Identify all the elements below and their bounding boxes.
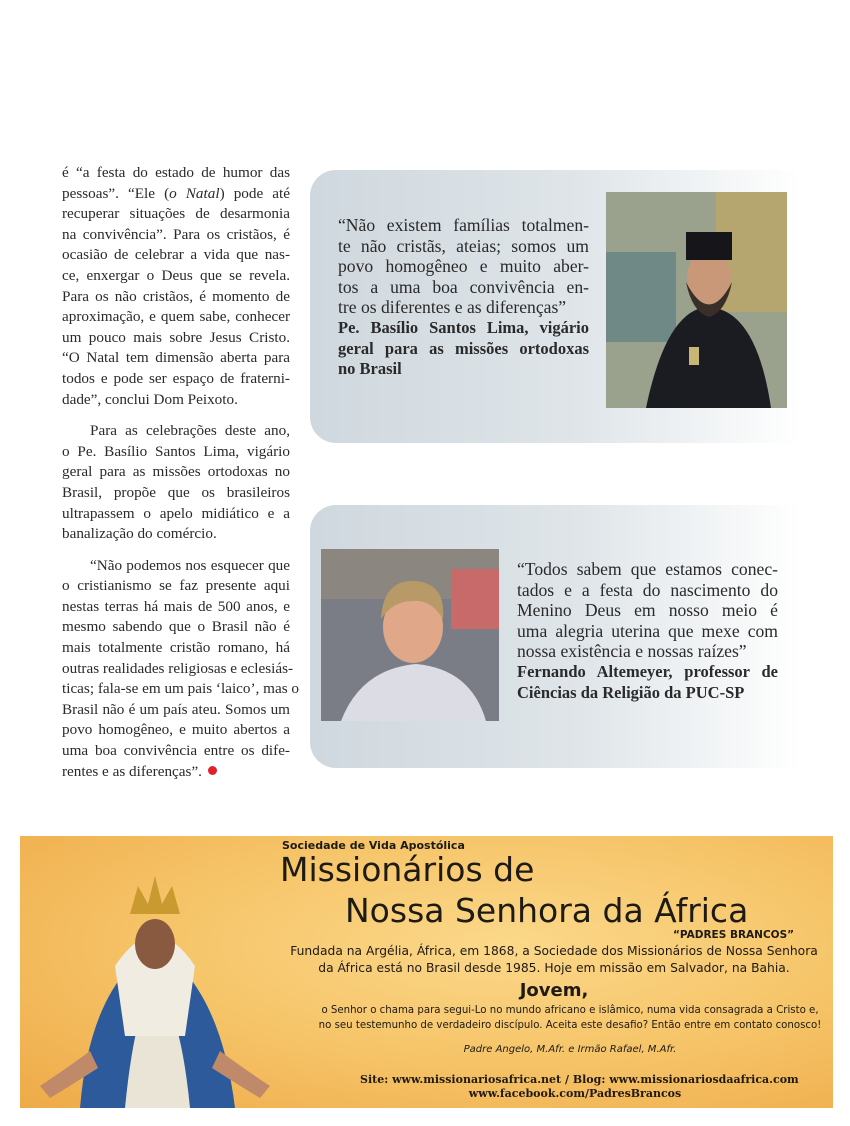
text-line: ocasião de celebrar a vida que nas- bbox=[62, 246, 290, 264]
ad-title-line1: Missionários de bbox=[280, 850, 535, 889]
text-line: ce, enxergar o Deus que se revela. bbox=[62, 266, 290, 284]
ad-signature: Padre Angelo, M.Afr. e Irmão Rafael, M.Afr. bbox=[463, 1044, 677, 1055]
ad-subtitle: “PADRES BRANCOS” bbox=[673, 929, 795, 941]
missionaries-ad-banner bbox=[20, 836, 833, 1108]
ad-links[interactable]: Site: www.missionariosafrica.net / Blog: www.missionariosdaafrica.com bbox=[360, 1073, 799, 1086]
text-line: mesmo sabendo que o Brasil não é bbox=[62, 618, 290, 636]
text-line: é “a festa do estado de humor das bbox=[62, 164, 290, 181]
text-line: ultrapassem o apelo midiático e a bbox=[62, 504, 290, 522]
text-line: nestas terras há mais de 500 anos, e bbox=[62, 597, 290, 615]
article-paragraph bbox=[62, 421, 290, 545]
text-line: aproximação, e quem sabe, conhecer bbox=[62, 308, 290, 326]
quote-line: tre os diferentes e as diferenças” bbox=[338, 297, 567, 318]
text-line: Para as celebrações deste ano, bbox=[90, 422, 290, 440]
ad-call-line2: no seu testemunho de verdadeiro discípulo. Aceita este desafio? Então entre em contato conosco! bbox=[318, 1020, 822, 1031]
pull-quote-box bbox=[310, 505, 800, 768]
text-line: Brasil, propõe que os brasileiros bbox=[62, 483, 290, 501]
quote-line: Menino Deus em nosso meio é bbox=[517, 600, 778, 621]
text-line: dade”, conclui Dom Peixoto. bbox=[62, 390, 238, 408]
pull-quote bbox=[338, 215, 589, 380]
ad-call-heading: Jovem, bbox=[519, 980, 589, 1001]
quote-line: tados e a festa do nascimento do bbox=[517, 579, 778, 600]
text-line: um pouco mais sobre Jesus Cristo. bbox=[62, 328, 290, 346]
ad-about-line2: da África está no Brasil desde 1985. Hoje em missão em Salvador, na Bahia. bbox=[318, 961, 790, 975]
text-line: “Não podemos nos esquecer que bbox=[90, 556, 290, 574]
article-column bbox=[62, 163, 300, 793]
text-line: povo homogêneo, e muito abertos a bbox=[62, 721, 290, 739]
pull-quote bbox=[517, 559, 778, 703]
quote-attribution-line: Ciências da Religião da PUC-SP bbox=[517, 682, 745, 702]
quote-attribution-line: Fernando Altemeyer, professor de bbox=[517, 661, 778, 681]
text-line: o cristianismo se faz presente aqui bbox=[62, 577, 290, 595]
text-line: rentes e as diferenças”. bbox=[62, 762, 290, 783]
text-line: pessoas”. “Ele (o Natal) pode até bbox=[62, 184, 290, 202]
article-end-mark-icon bbox=[208, 766, 217, 775]
ad-title-line2: Nossa Senhora da África bbox=[345, 891, 749, 930]
quote-line: “Todos sabem que estamos conec- bbox=[517, 559, 778, 579]
text-line: o Pe. Basílio Santos Lima, vigário bbox=[62, 442, 290, 460]
text-line: todos e pode ser espaço de fraterni- bbox=[62, 369, 290, 387]
quote-line: nossa existência e nossas raízes” bbox=[517, 641, 747, 662]
text-line: Para os não cristãos, é momento de bbox=[62, 287, 290, 305]
article-paragraph bbox=[62, 556, 300, 783]
text-line: Brasil não é um país ateu. Somos um bbox=[62, 700, 290, 718]
text-line: uma boa convivência entre os dife- bbox=[62, 742, 290, 760]
text-line: “O Natal tem dimensão aberta para bbox=[62, 349, 290, 367]
ad-call-line1: o Senhor o chama para segui-Lo no mundo africano e islâmico, numa vida consagrada a Cristo e, bbox=[321, 1005, 819, 1016]
quote-line: uma alegria uterina que mexe com bbox=[517, 620, 778, 641]
our-lady-of-africa-image bbox=[20, 836, 320, 1108]
quote-line: tos a uma boa convivência en- bbox=[338, 276, 589, 297]
photo-fernando-altemeyer bbox=[321, 549, 499, 721]
ad-facebook-link[interactable]: www.facebook.com/PadresBrancos bbox=[468, 1087, 682, 1100]
article-paragraph bbox=[62, 163, 290, 410]
ad-kicker: Sociedade de Vida Apostólica bbox=[282, 839, 465, 852]
quote-line: te não cristãs, ateias; somos um bbox=[338, 235, 589, 256]
quote-attribution-line: geral para as missões ortodoxas bbox=[338, 338, 589, 358]
photo-pe-basilio bbox=[606, 192, 787, 408]
quote-attribution-line: Pe. Basílio Santos Lima, vigário bbox=[338, 317, 589, 337]
text-line: ticas; fala-se em um pais ‘laico’, mas o bbox=[62, 680, 300, 698]
pull-quote-box bbox=[310, 170, 800, 443]
text-line: na convivência”. Para os cristãos, é bbox=[62, 225, 290, 243]
quote-line: povo homogêneo e muito aber- bbox=[338, 256, 589, 277]
text-line: recuperar situações de desarmonia bbox=[62, 205, 290, 223]
ad-about-line1: Fundada na Argélia, África, em 1868, a Sociedade dos Missionários de Nossa Senhora bbox=[290, 944, 818, 958]
text-line: outras realidades religiosas e eclesiás- bbox=[62, 659, 294, 677]
text-line: mais totalmente cristão romano, há bbox=[62, 639, 290, 657]
text-line: banalização do comércio. bbox=[62, 525, 217, 543]
text-line: geral para as missões ortodoxas no bbox=[62, 463, 290, 481]
quote-attribution-line: no Brasil bbox=[338, 359, 402, 379]
quote-line: “Não existem famílias totalmen- bbox=[338, 215, 589, 235]
